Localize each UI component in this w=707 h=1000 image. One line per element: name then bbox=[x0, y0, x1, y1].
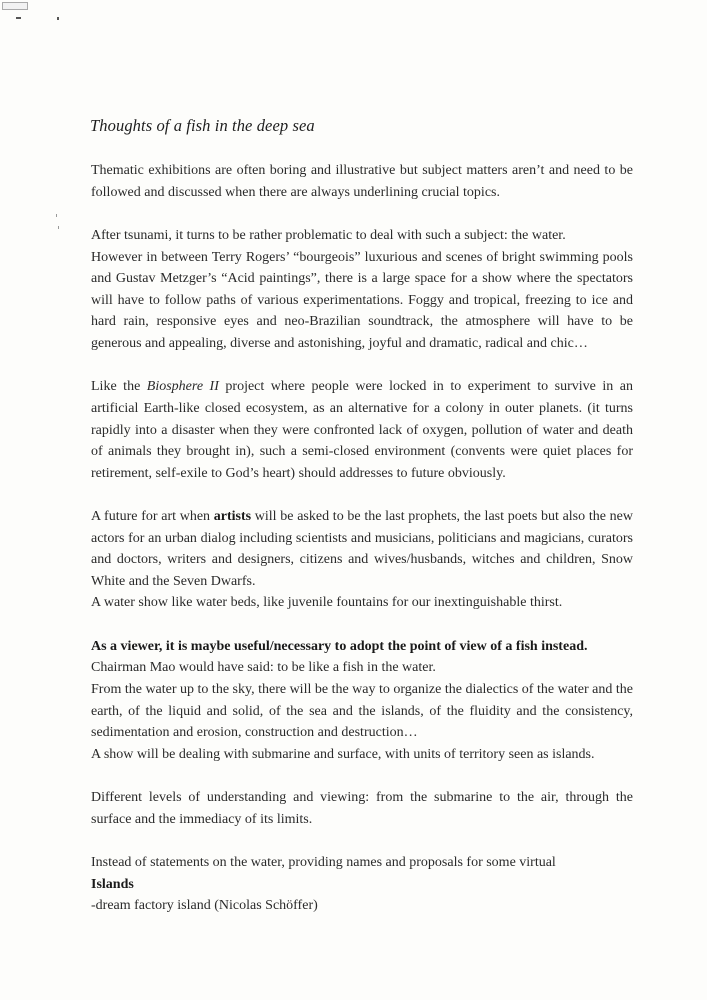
paragraph-levels: Different levels of understanding and viewing: from the submarine to the air, through the surface and the immediacy of its limits. bbox=[91, 790, 633, 827]
section-heading: Islands bbox=[91, 876, 134, 892]
paragraph-line: From the water up to the sky, there will be the way to organize the dialectics of the water and the earth, of the liquid and solid, of the sea and the islands, of the fluidity and the consistency, sedimentation and erosion, construction and destruction… bbox=[91, 682, 633, 741]
paragraph-line: A show will be dealing with submarine and surface, with units of territory seen as islands. bbox=[91, 746, 595, 762]
text-run: project where people were locked in to experiment to survive in an artificial Earth-like closed ecosystem, as an alternative for a colony in outer planets. (it turns rapidly into a disaster when they were confronted lack of oxygen, pollution of water and death of animals they brought in), such a semi-closed environment (convents were quiet places for retirement, self-exile to God’s heart) should addresses to future obviously. bbox=[91, 379, 633, 481]
paragraph-line: However in between Terry Rogers’ “bourgeois” luxurious and scenes of bright swimming pools and Gustav Metzger’s “Acid paintings”, there is a large space for a show where the spectators will have to follow paths of various experimentations. Foggy and tropical, freezing to ice and hard rain, responsive eyes and neo-Brazilian soundtrack, the atmosphere will have to be generous and appealing, diverse and astonishing, joyful and dramatic, radical and chic… bbox=[91, 249, 633, 351]
scan-speck bbox=[56, 214, 57, 217]
document-title: Thoughts of a fish in the deep sea bbox=[90, 116, 315, 135]
paragraph-line: A water show like water beds, like juvenile fountains for our inextinguishable thirst. bbox=[91, 595, 563, 611]
text-run: Like the bbox=[91, 379, 147, 395]
scan-speck bbox=[16, 17, 21, 19]
bold-term: artists bbox=[213, 509, 252, 525]
bold-statement: As a viewer, it is maybe useful/necessary to adopt the point of view of a fish instead. bbox=[91, 638, 588, 654]
paragraph-line: Instead of statements on the water, providing names and proposals for some virtual bbox=[91, 855, 556, 871]
paragraph-line: After tsunami, it turns to be rather problematic to deal with such a subject: the water. bbox=[91, 227, 566, 243]
document-body bbox=[91, 160, 633, 917]
scan-corner-label bbox=[2, 2, 28, 10]
list-item: -dream factory island (Nicolas Schöffer) bbox=[91, 898, 318, 914]
paragraph-islands bbox=[91, 852, 633, 917]
text-run: will be asked to be the last prophets, the last poets but also the new actors for an urban dialog including scientists and musicians, politicians and magicians, curators and doctors, writers and designers, citizens and wives/husbands, witches and children, Snow White and the Seven Dwarfs. bbox=[91, 509, 633, 589]
paragraph-viewer bbox=[91, 636, 633, 766]
text-run: A future for art when bbox=[91, 509, 214, 525]
paragraph-line: Chairman Mao would have said: to be like a fish in the water. bbox=[91, 660, 436, 676]
paragraph-biosphere bbox=[91, 376, 633, 484]
scan-speck bbox=[57, 17, 59, 20]
paragraph-future bbox=[91, 506, 633, 614]
italic-term: Biosphere II bbox=[146, 379, 219, 395]
paragraph-line bbox=[91, 506, 633, 592]
scan-speck bbox=[58, 226, 59, 229]
paragraph-intro: Thematic exhibitions are often boring and illustrative but subject matters aren’t and need to be followed and discussed when there are always underlining crucial topics. bbox=[91, 163, 633, 200]
paragraph-tsunami bbox=[91, 225, 633, 355]
